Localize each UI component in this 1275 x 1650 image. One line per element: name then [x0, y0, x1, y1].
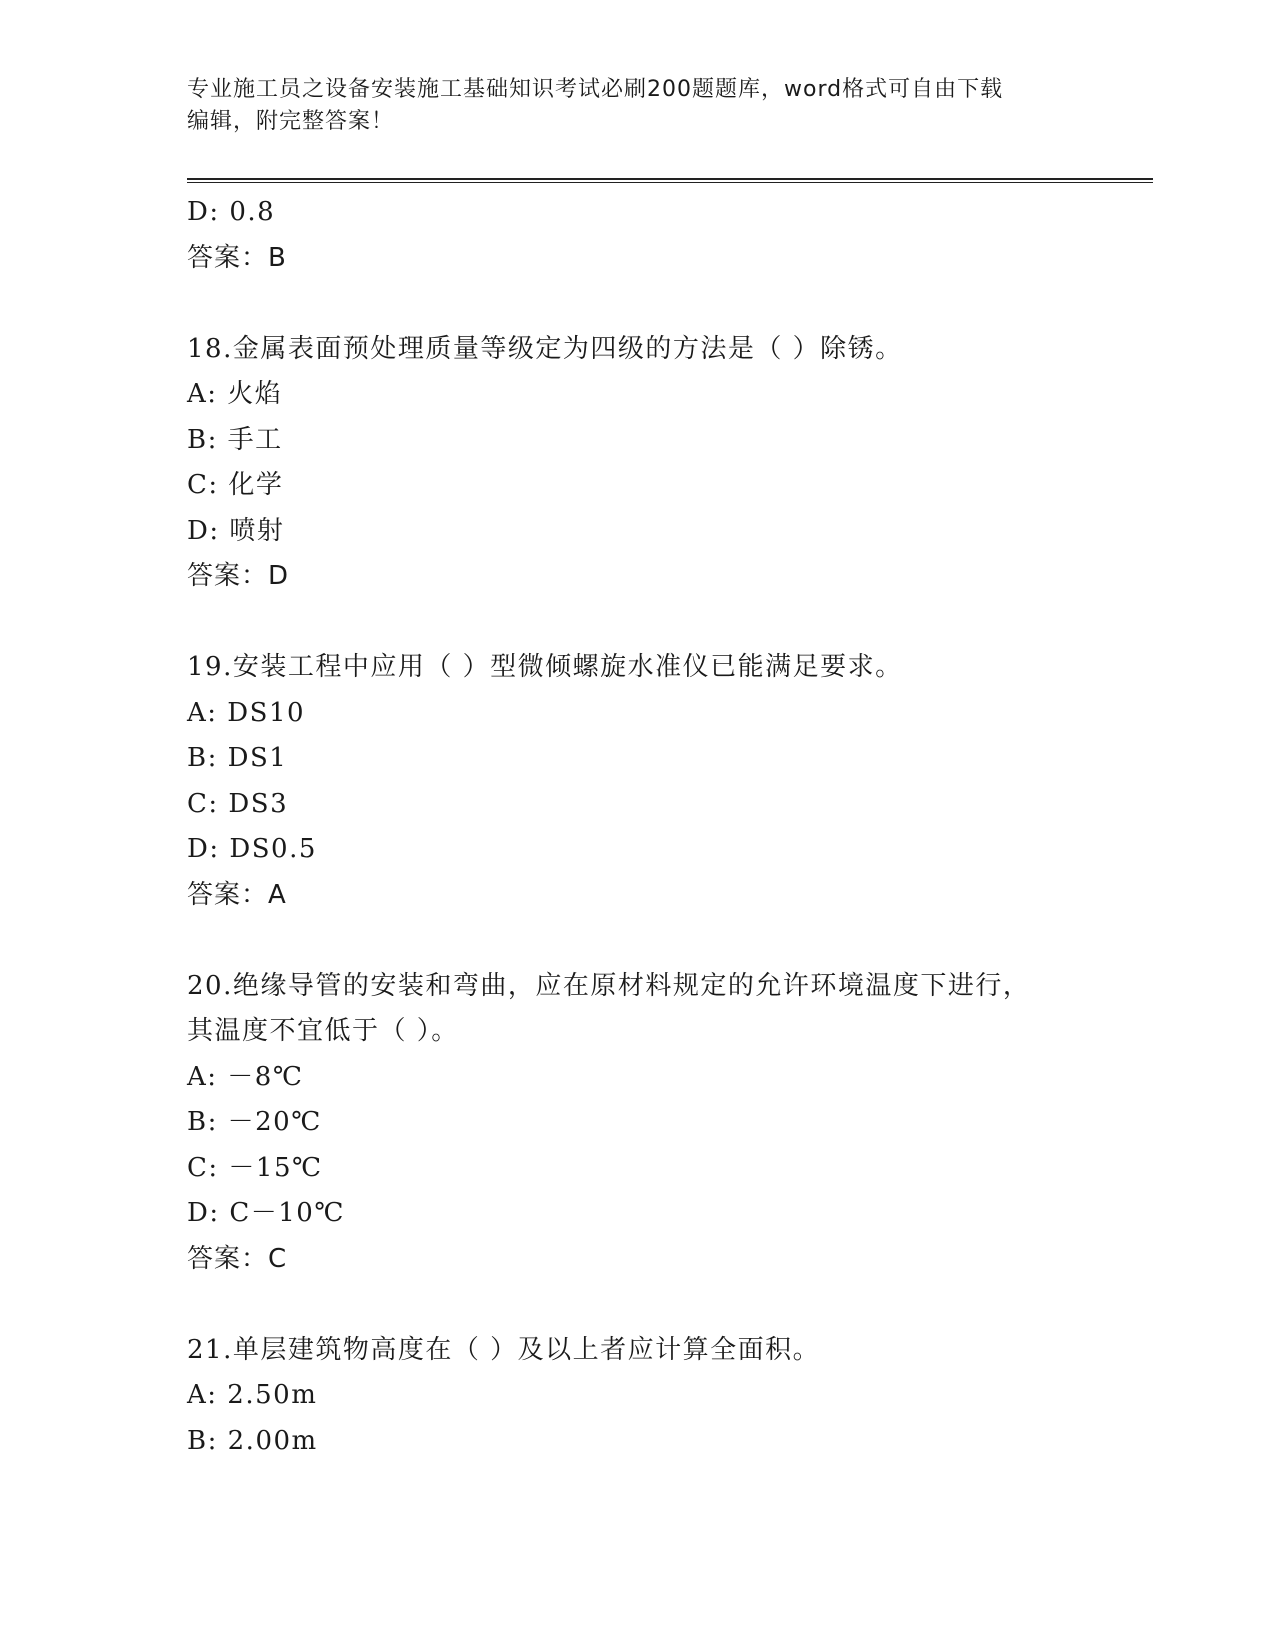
spacer [187, 1282, 1087, 1328]
option-a: A: －8℃ [187, 1061, 304, 1092]
question-text-line1: 20.绝缘导管的安装和弯曲，应在原材料规定的允许环境温度下进行， [187, 970, 1031, 1001]
answer-text: 答案：A [187, 879, 287, 910]
answer-text: 答案：D [187, 561, 290, 591]
option-d: D: DS0.5 [187, 834, 317, 864]
question-list [187, 190, 1087, 1464]
document-header [187, 74, 1087, 138]
spacer [187, 281, 1087, 327]
option-a: A: 2.50m [187, 1380, 318, 1410]
option-c: C: 化学 [187, 470, 284, 500]
question-text: 18.金属表面预处理质量等级定为四级的方法是（ ）除锈。 [187, 333, 903, 364]
header-title-line1: 专业施工员之设备安装施工基础知识考试必刷200题题库，word格式可自由下载 [187, 77, 1004, 102]
question-17-tail [187, 190, 1087, 281]
option-c: C: DS3 [187, 788, 289, 819]
option-d: D: 喷射 [187, 515, 285, 546]
option-b: B: DS1 [187, 743, 288, 773]
header-divider-thin [187, 182, 1153, 183]
question-text-line2: 其温度不宜低于（ ）。 [187, 1016, 459, 1046]
option-c: C: －15℃ [187, 1152, 323, 1183]
question-text: 19.安装工程中应用（ ）型微倾螺旋水准仪已能满足要求。 [187, 652, 903, 682]
option-b: B: 2.00m [187, 1425, 318, 1456]
option-a: A: DS10 [187, 697, 306, 728]
answer-text: 答案：B [187, 242, 287, 273]
spacer [187, 918, 1087, 964]
option-b: B: 手工 [187, 424, 283, 455]
header-divider-thick [187, 178, 1153, 180]
question-19 [187, 645, 1087, 918]
question-text: 21.单层建筑物高度在（ ）及以上者应计算全面积。 [187, 1334, 821, 1365]
option-d: D: 0.8 [187, 197, 276, 227]
question-20 [187, 964, 1087, 1283]
question-18 [187, 327, 1087, 600]
option-b: B: －20℃ [187, 1107, 322, 1137]
question-21 [187, 1328, 1087, 1465]
option-d: D: C－10℃ [187, 1198, 345, 1228]
answer-text: 答案：C [187, 1243, 288, 1274]
header-title-line2: 编辑，附完整答案！ [187, 109, 395, 134]
spacer [187, 600, 1087, 646]
option-a: A: 火焰 [187, 379, 283, 409]
